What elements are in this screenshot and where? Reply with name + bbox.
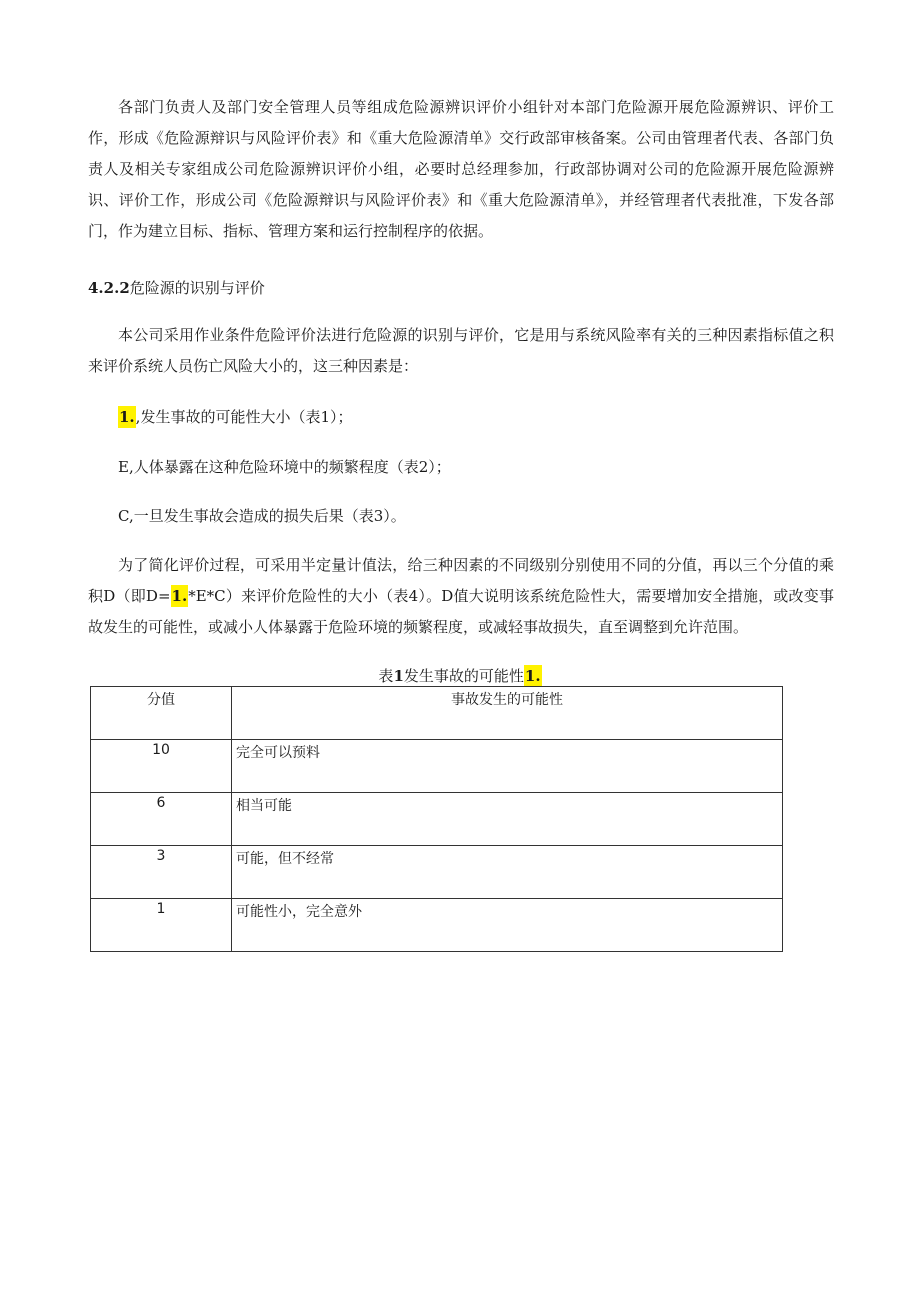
table-header-row [91, 687, 783, 740]
table-row [91, 846, 783, 899]
paragraph-intro: 各部门负责人及部门安全管理人员等组成危险源辨识评价小组针对本部门危险源开展危险源辨识、评价工作，形成《危险源辩识与风险评价表》和《重大危险源清单》交行政部审核备案。公司由管理者代表、各部门负责人及相关专家组成公司危险源辨识评价小组，必要时总经理参加，行政部协调对公司的危险源开展危险源辨识、评价工作，形成公司《危险源辩识与风险评价表》和《重大危险源清单》，并经管理者代表批准，下发各部门，作为建立目标、指标、管理方案和运行控制程序的依据。 [88, 98, 834, 240]
paragraph-method: 本公司采用作业条件危险评价法进行危险源的识别与评价，它是用与系统风险率有关的三种因素指标值之积来评价系统人员伤亡风险大小的，这三种因素是： [88, 326, 834, 375]
calc-text-b: *E*C）来评价危险性的大小（表4）。D值大说明该系统危险性大，需要增加安全措施，或改变事故发生的可能性，或减小人体暴露于危险环境的频繁程度，或减轻事故损失，直至调整到允许范围。 [88, 587, 834, 636]
highlight-marker: 1. [524, 667, 541, 685]
factor-c: C,一旦发生事故会造成的损失后果（表3）。 [118, 507, 406, 525]
factor-l [118, 405, 353, 429]
section-heading [88, 276, 265, 300]
calc-text-a: 为了简化评价过程，可采用半定量计值法，给三种因素的不同级别分别使用不同的分值，再以三个分值的乘积D（即D= [88, 556, 834, 605]
header-possibility: 事故发生的可能性 [232, 687, 783, 740]
desc-cell: 可能，但不经常 [232, 846, 783, 899]
header-score: 分值 [91, 687, 232, 740]
paragraph-calculation [88, 550, 834, 643]
highlight-marker: 1. [171, 587, 188, 605]
score-cell: 1 [91, 899, 232, 952]
factor-e: E,人体暴露在这种危险环境中的频繁程度（表2）； [118, 458, 451, 476]
table-row [91, 899, 783, 952]
desc-cell: 可能性小，完全意外 [232, 899, 783, 952]
desc-cell: 相当可能 [232, 793, 783, 846]
score-cell: 6 [91, 793, 232, 846]
caption-text: 发生事故的可能性 [403, 667, 524, 685]
section-title: 危险源的识别与评价 [129, 279, 265, 297]
table-caption [0, 666, 920, 686]
section-number: 4.2.2 [88, 279, 130, 297]
caption-prefix: 表 [378, 667, 394, 685]
score-cell: 3 [91, 846, 232, 899]
table-row [91, 793, 783, 846]
possibility-table [90, 686, 783, 952]
desc-cell: 完全可以预料 [232, 740, 783, 793]
table-row [91, 740, 783, 793]
highlight-marker: 1. [119, 408, 135, 426]
score-cell: 10 [91, 740, 232, 793]
caption-number: 1 [393, 667, 404, 685]
factor-l-text: ,发生事故的可能性大小（表1）； [135, 408, 353, 426]
